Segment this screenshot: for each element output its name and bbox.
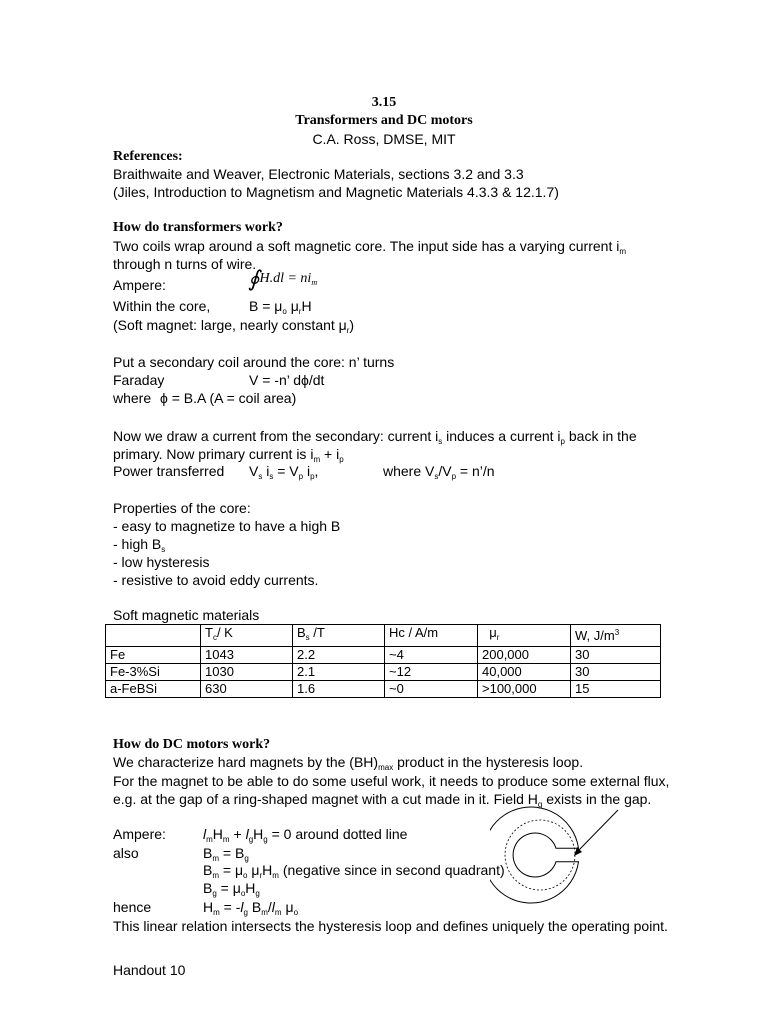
faraday-label: Faraday [113,372,165,388]
references-heading: References: [113,149,183,164]
table-header-cell: Hc / A/m [385,625,478,647]
secondary-current-2: primary. Now primary current is $i_m + i_p$ [113,446,344,464]
table-cell: ~12 [385,664,478,681]
soft-magnet-note: (Soft magnet: large, nearly constant $\mu_r$) [113,317,355,335]
table-header-cell: W, $J/m^3$ [571,625,661,647]
table-cell: ~0 [385,681,478,698]
faraday-equation: V = -n’ dϕ/dt [249,372,325,388]
transformers-heading: How do transformers work? [113,220,283,235]
table-cell: a-FeBSi [106,681,201,698]
table-caption: Soft magnetic materials [113,607,260,623]
bg-hg-equation: $B_g = \mu_oH_g$ [203,880,260,898]
table-cell: 30 [571,647,661,664]
soft-magnetic-materials-table [105,624,661,698]
within-core-equation: $B = \mu_o$ $\mu_rH$ [249,298,312,316]
table-row [106,681,661,698]
properties-heading: Properties of the core: [113,500,251,516]
page-title: Transformers and DC motors [295,113,473,128]
table-cell: 15 [571,681,661,698]
flux-equation: ϕ = B.A (A = coil area) [160,390,297,406]
table-cell: 1030 [201,664,293,681]
motors-paragraph-3: e.g. at the gap of a ring-shaped magnet with a cut made in it. Field $H_g$ exists in the gap. [113,791,652,809]
motors-ampere-equation: $l_mH_m + l_gH_g = 0$ around dotted line [203,826,408,844]
table-header-cell: $T_c/$ K [201,625,293,647]
bm-bg-equation: $B_m = B_g$ [203,845,249,863]
handout-label: Handout 10 [113,962,186,978]
table-cell: 1.6 [293,681,385,698]
also-label: also [113,845,139,861]
hm-equation: $H_m = -l_g$ $B_m/l_m$ $\mu_o$ [203,899,299,917]
property-item: - resistive to avoid eddy currents. [113,572,319,588]
table-cell: Fe [106,647,201,664]
motors-ampere-label: Ampere: [113,826,166,842]
table-cell: 2.1 [293,664,385,681]
table-cell: Fe-3%Si [106,664,201,681]
table-cell: 40,000 [478,664,571,681]
within-core-label: Within the core, [113,298,211,314]
power-label: Power transferred [113,463,225,479]
table-cell: 200,000 [478,647,571,664]
turns-ratio: where $V_s/V_p$ = n’/n [383,463,495,481]
author: C.A. Ross, DMSE, MIT [312,131,456,147]
table-row [106,647,661,664]
power-equation: $V_s$ $i_s = V_p$ $i_p$, [249,463,319,481]
reference-2: (Jiles, Introduction to Magnetism and Magnetic Materials 4.3.3 & 12.1.7) [113,184,559,200]
operating-point-note: This linear relation intersects the hysteresis loop and defines uniquely the operating point. [113,918,668,934]
motors-paragraph-2: For the magnet to be able to do some useful work, it needs to produce some external flux, [113,773,670,789]
reference-1: Braithwaite and Weaver, Electronic Materials, sections 3.2 and 3.3 [113,166,524,182]
where-label: where [113,390,152,406]
table-header-cell: $B_s$ /T [293,625,385,647]
table-cell: 30 [571,664,661,681]
secondary-coil: Put a secondary coil around the core: n’ turns [113,354,395,370]
table-cell: 630 [201,681,293,698]
table-cell: >100,000 [478,681,571,698]
transformers-intro-1: Two coils wrap around a soft magnetic core. The input side has a varying current $i_m$ [113,238,627,256]
table-header-row [106,625,661,647]
section-number: 3.15 [371,95,397,110]
gap-arrow-line [578,810,618,851]
table-cell: 2.2 [293,647,385,664]
bm-hm-equation: $B_m = \mu_o$ $\mu_rH_m$ (negative since in second quadrant) [203,862,505,880]
table-cell: ~4 [385,647,478,664]
ring-magnet-diagram [490,800,660,910]
dotted-integration-path [505,820,575,890]
motors-paragraph-1: We characterize hard magnets by the $(BH)_{max}$ product in the hysteresis loop. [113,754,584,772]
table-cell: 1043 [201,647,293,664]
hence-label: hence [113,899,152,915]
ring-magnet-shape [490,807,579,903]
ampere-equation: ∮H.dl = $ni_m$ [248,266,318,291]
property-item: - easy to magnetize to have a high B [113,518,341,534]
secondary-current-1: Now we draw a current from the secondary: current $i_s$ induces a current $i_p$ back in the [113,428,637,446]
property-item: - low hysteresis [113,554,210,570]
property-item: - high $B_s$ [113,536,166,554]
ampere-label: Ampere: [113,277,166,293]
transformers-intro-2: through n turns of wire. [113,256,257,272]
table-header-cell [106,625,201,647]
dc-motors-heading: How do DC motors work? [113,737,271,752]
contour-integral-icon: ∮ [248,266,260,291]
table-row [106,664,661,681]
table-header-cell: $\mu_r$ [478,625,571,647]
